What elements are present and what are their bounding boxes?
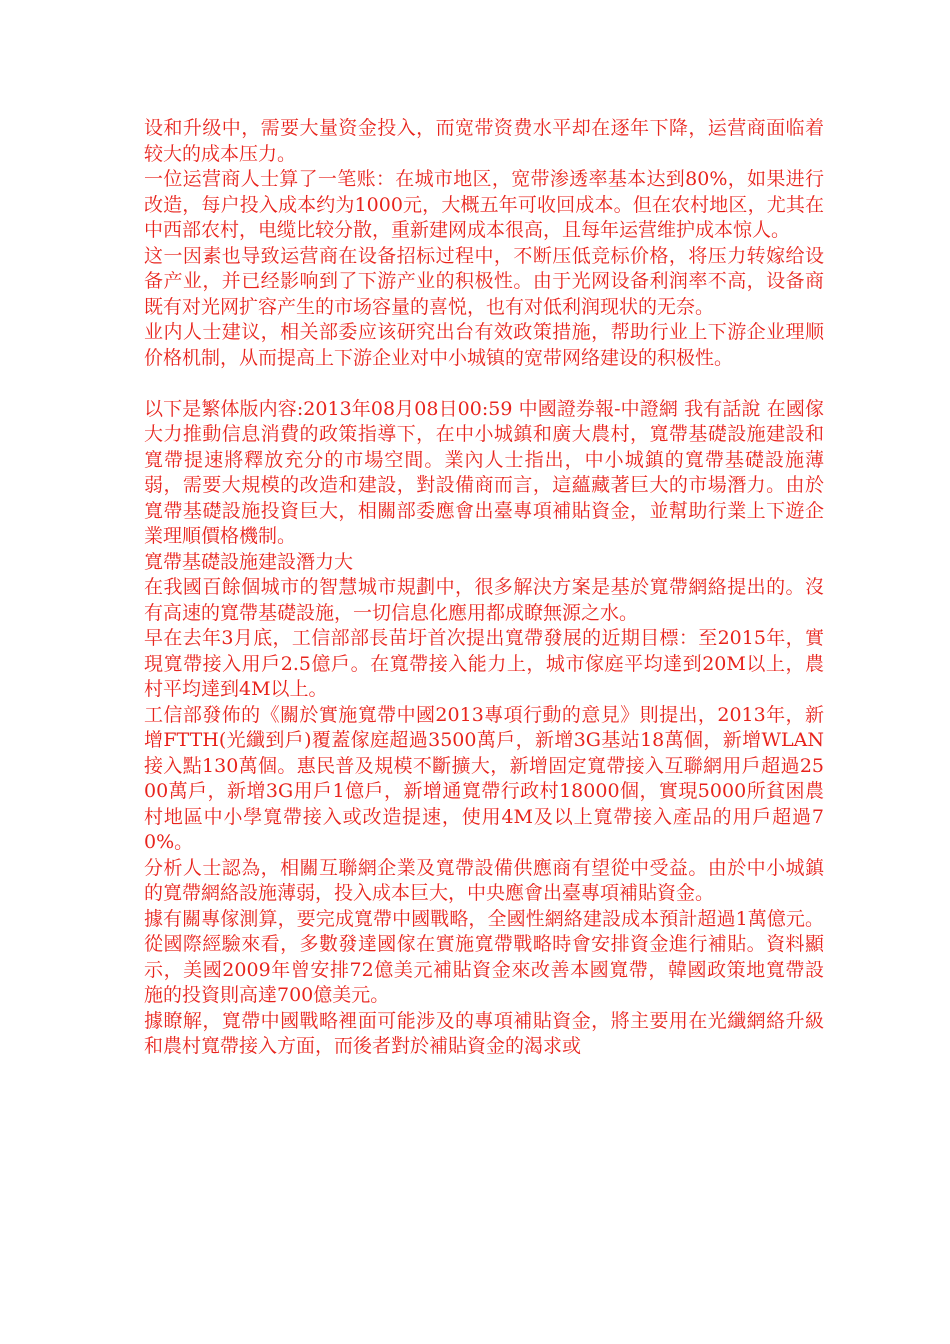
blank-line xyxy=(144,371,824,397)
paragraph-7: 在我國百餘個城市的智慧城市規劃中，很多解決方案是基於寬帶網絡提出的。沒有高速的寬帶基礎設施，一切信息化應用都成瞭無源之水。 xyxy=(144,576,824,624)
paragraph-12: 據瞭解，寬帶中國戰略裡面可能涉及的專項補貼資金，將主要用在光纖網絡升級和農村寬帶接入方面，而後者對於補貼資金的渴求或 xyxy=(144,1009,824,1057)
paragraph-3: 这一因素也导致运营商在设备招标过程中，不断压低竞标价格，将压力转嫁给设备产业，并已经影响到了下游产业的积极性。由于光网设备利润率不高，设备商既有对光网扩容产生的市场容量的喜悦，也有对低利润现状的无奈。 xyxy=(144,244,824,318)
paragraph-traditional-intro: 以下是繁体版内容:2013年08月08日00:59 中國證券報-中證網 我有話說 在國傢大力推動信息消費的政策指導下，在中小城鎮和廣大農村，寬帶基礎設施建設和寬帶提速將釋放充分的市場空間。業內人士指出，中小城鎮的寬帶基礎設施薄弱，需要大規模的改造和建設，對設備商而言，這蘊藏著巨大的市場潛力。由於寬帶基礎設施投資巨大，相關部委應會出臺專項補貼資金，並幫助行業上下遊企業理順價格機制。 xyxy=(144,397,824,547)
paragraph-8: 早在去年3月底，工信部部長苗圩首次提出寬帶發展的近期目標：至2015年，實現寬帶接入用戶2.5億戶。在寬帶接入能力上，城市傢庭平均達到20M以上，農村平均達到4M以上。 xyxy=(144,627,824,700)
paragraph-1: 设和升级中，需要大量资金投入，而宽带资费水平却在逐年下降，运营商面临着较大的成本压力。 xyxy=(144,117,824,165)
paragraph-11: 據有關專傢測算，要完成寬帶中國戰略，全國性網絡建設成本預計超過1萬億元。從國際經驗來看，多數發達國傢在實施寬帶戰略時會安排資金進行補貼。資料顯示，美國2009年曾安排72億美元補貼資金來改善本國寬帶，韓國政策地寬帶設施的投資則高達700億美元。 xyxy=(144,907,824,1006)
paragraph-4: 业内人士建议，相关部委应该研究出台有效政策措施，帮助行业上下游企业理顺价格机制，从而提高上下游企业对中小城镇的宽带网络建设的积极性。 xyxy=(144,321,824,369)
document-body xyxy=(144,116,824,1060)
section-heading: 寬帶基礎設施建設潛力大 xyxy=(144,550,354,573)
paragraph-10: 分析人士認為，相關互聯網企業及寬帶設備供應商有望從中受益。由於中小城鎮的寬帶網絡設施薄弱，投入成本巨大，中央應會出臺專項補貼資金。 xyxy=(144,856,824,904)
paragraph-9: 工信部發佈的《關於實施寬帶中國2013專項行動的意見》則提出，2013年，新增FTTH(光纖到戶)覆蓋傢庭超過3500萬戶，新增3G基站18萬個，新增WLAN接入點130萬個。惠民普及規模不斷擴大，新增固定寬帶接入互聯網用戶超過2500萬戶，新增3G用戶1億戶，新增通寬帶行政村18000個，實現5000所貧困農村地區中小學寬帶接入或改造提速，使用4M及以上寬帶接入產品的用戶超過70%。 xyxy=(144,703,824,853)
paragraph-2: 一位运营商人士算了一笔账：在城市地区，宽带渗透率基本达到80%，如果进行改造，每户投入成本约为1000元，大概五年可收回成本。但在农村地区，尤其在中西部农村，电缆比较分散，重新建网成本很高，且每年运营维护成本惊人。 xyxy=(144,168,824,241)
